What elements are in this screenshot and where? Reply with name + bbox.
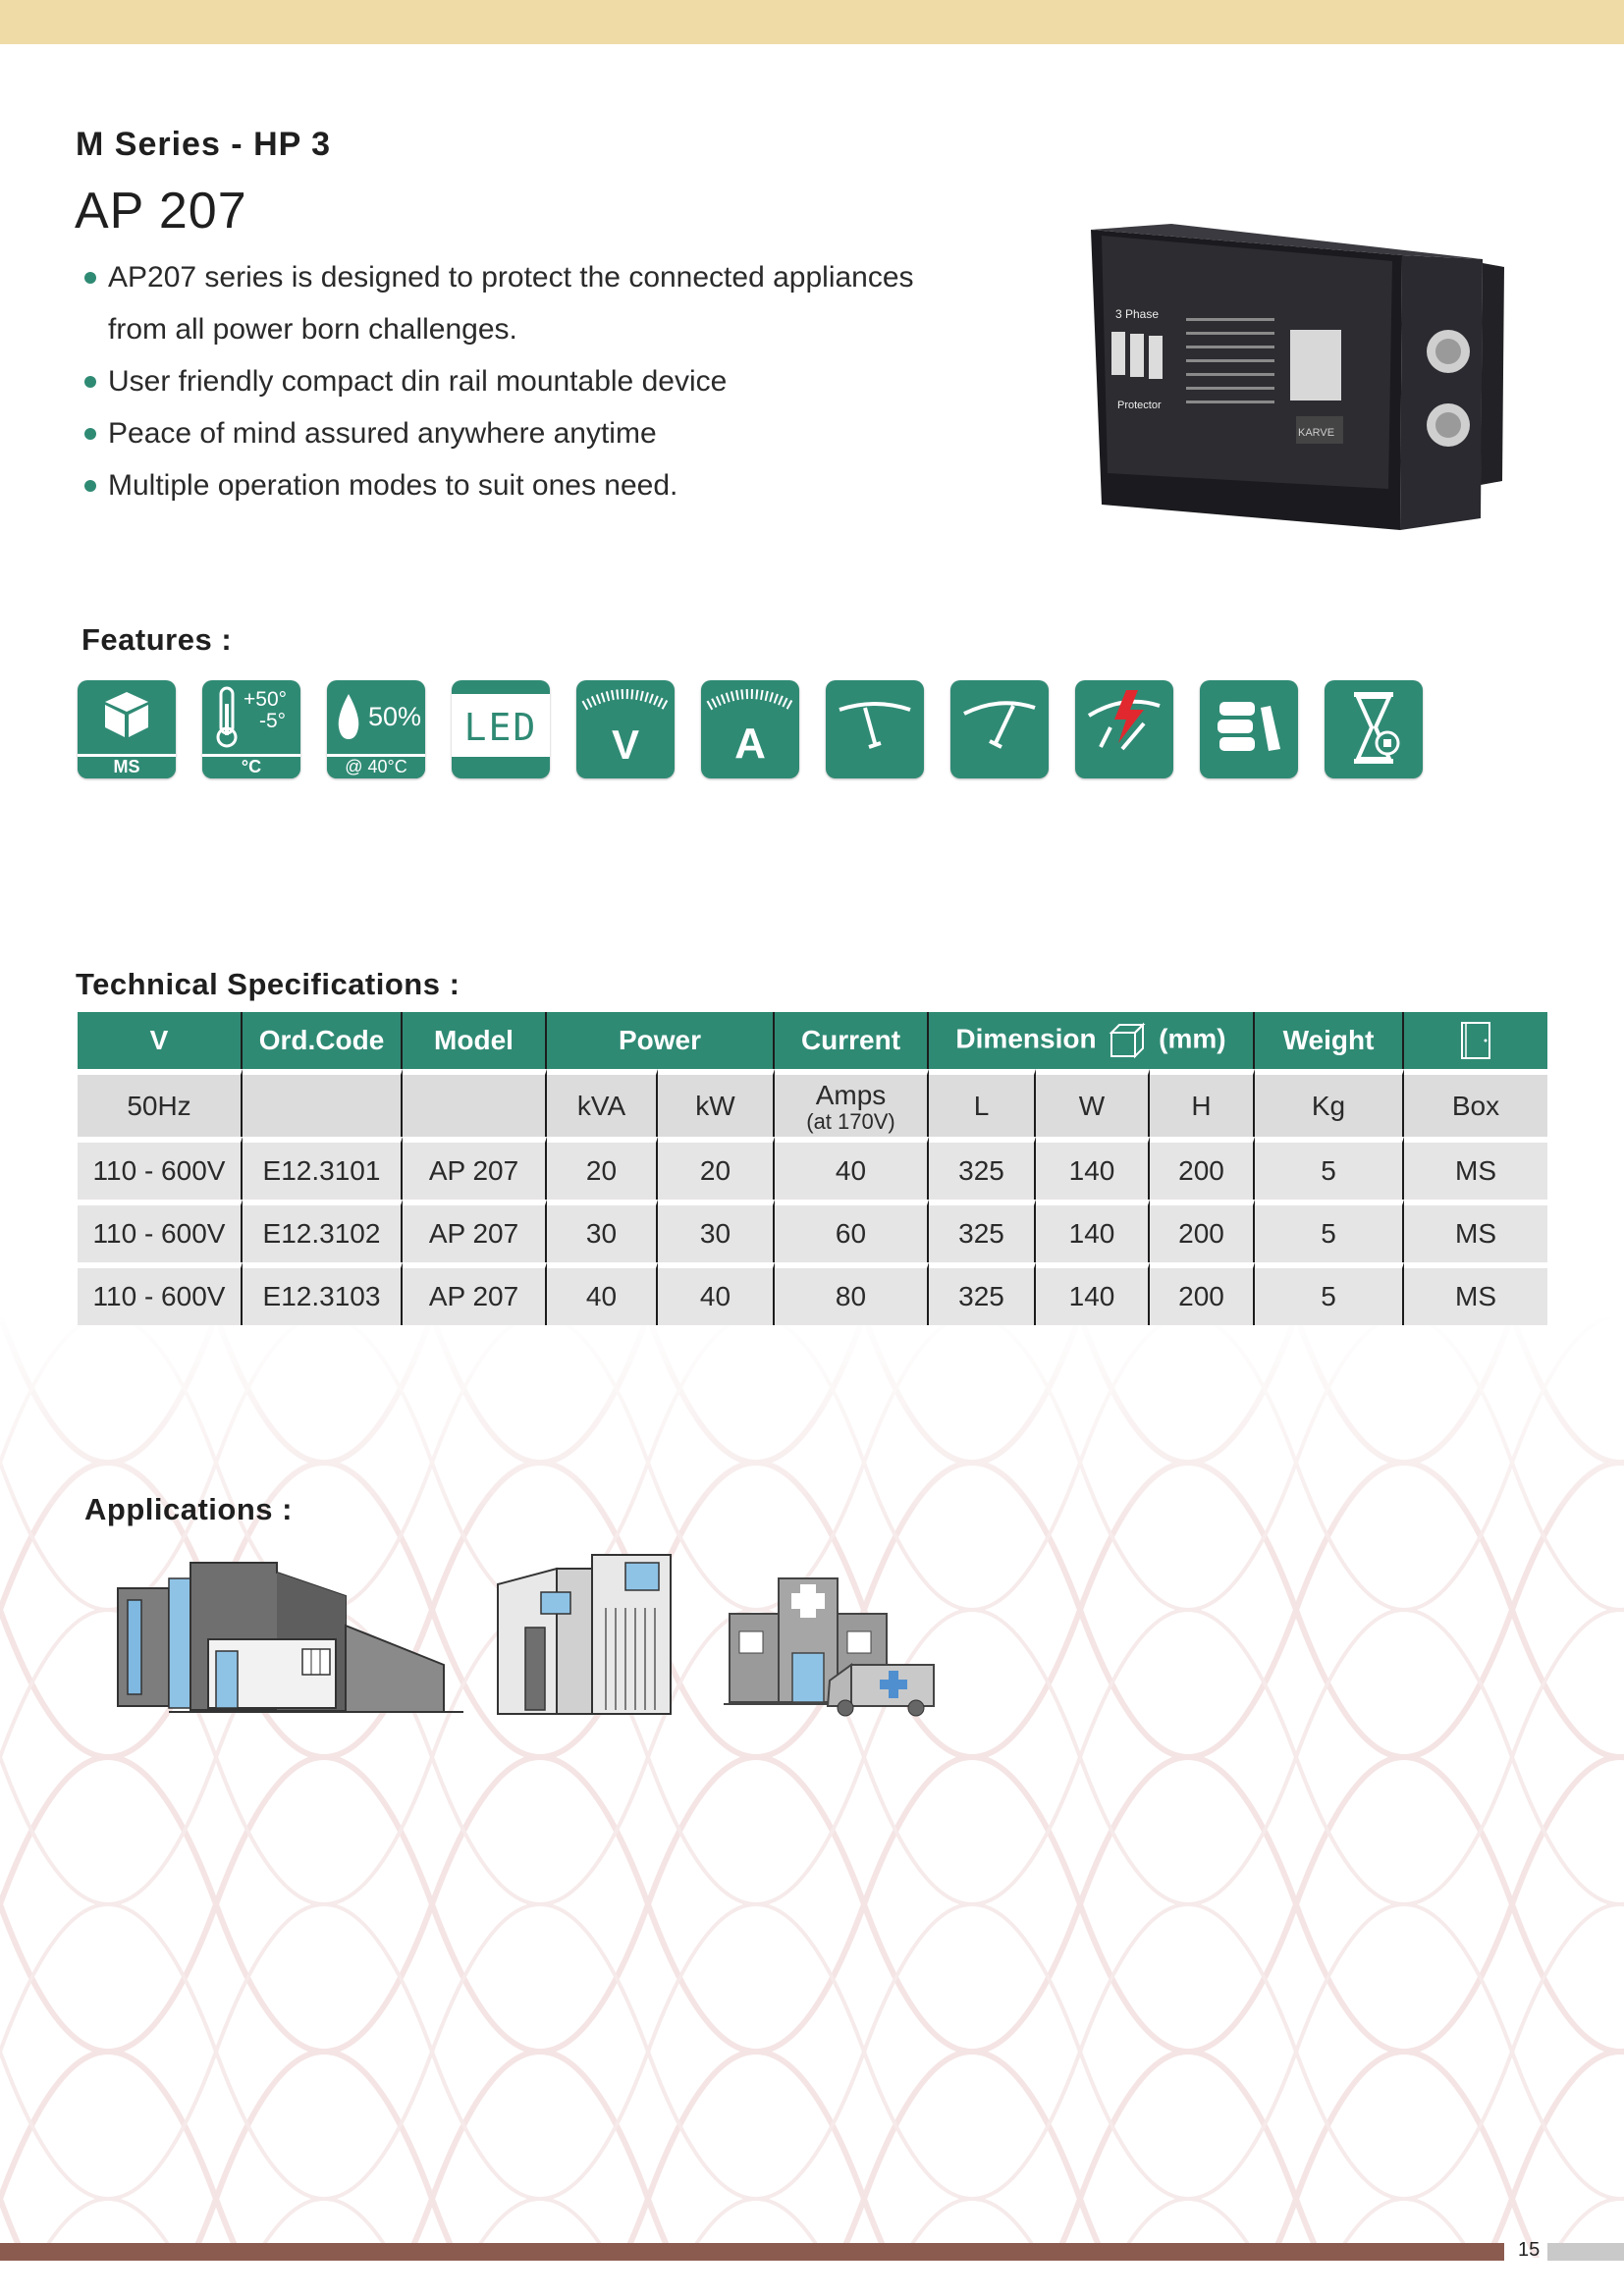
bottom-bar xyxy=(0,2243,1504,2261)
dimension-unit: (mm) xyxy=(1159,1023,1226,1054)
spec-subheader-row xyxy=(78,1069,1547,1137)
cell-w: 140 xyxy=(1036,1262,1150,1325)
cell-kva: 30 xyxy=(547,1200,658,1262)
sub-h: H xyxy=(1150,1069,1255,1137)
cell-l: 325 xyxy=(929,1137,1036,1200)
cell-kva: 40 xyxy=(547,1262,658,1325)
cell-code: E12.3103 xyxy=(243,1262,403,1325)
col-dimension xyxy=(929,1012,1255,1069)
dimension-box-icon xyxy=(1108,1021,1147,1060)
table-row xyxy=(78,1262,1547,1325)
bullet-item: User friendly compact din rail mountable device xyxy=(82,355,966,407)
analog-meter-low-icon xyxy=(826,680,924,778)
col-box xyxy=(1404,1012,1547,1069)
bullet-item: Peace of mind assured anywhere anytime xyxy=(82,407,966,459)
led-label: LED xyxy=(463,706,538,749)
feature-bullets xyxy=(82,251,966,511)
temperature-icon xyxy=(202,680,300,778)
cell-kg: 5 xyxy=(1255,1137,1404,1200)
cell-l: 325 xyxy=(929,1200,1036,1262)
cell-model: AP 207 xyxy=(403,1200,547,1262)
spec-header-row xyxy=(78,1012,1547,1069)
cell-kg: 5 xyxy=(1255,1200,1404,1262)
bullet-item: Multiple operation modes to suit ones need. xyxy=(82,459,966,511)
cell-v: 110 - 600V xyxy=(78,1262,243,1325)
sub-l: L xyxy=(929,1069,1036,1137)
table-row xyxy=(78,1137,1547,1200)
lattice-background xyxy=(0,1315,1624,2258)
cell-code: E12.3101 xyxy=(243,1137,403,1200)
amps-label: Amps xyxy=(815,1079,887,1110)
features-row xyxy=(78,680,1423,778)
humidity-caption: @ 40°C xyxy=(327,754,425,778)
applications-heading: Applications : xyxy=(84,1492,293,1526)
analog-meter-high-icon xyxy=(950,680,1049,778)
sub-kw: kW xyxy=(658,1069,775,1137)
page-tab xyxy=(1547,2243,1624,2261)
cell-kw: 40 xyxy=(658,1262,775,1325)
sub-v: 50Hz xyxy=(78,1069,243,1137)
led-display-icon xyxy=(452,680,550,778)
temp-caption: °C xyxy=(202,754,300,778)
temp-min: -5° xyxy=(259,710,287,732)
bullet-item: AP207 series is designed to protect the connected appliances from all power born challenges. xyxy=(82,251,966,355)
applications-row xyxy=(110,1549,954,1726)
surge-protection-icon xyxy=(1075,680,1173,778)
cell-v: 110 - 600V xyxy=(78,1137,243,1200)
product-brand: KARVE xyxy=(1298,427,1335,439)
sub-kg: Kg xyxy=(1255,1069,1404,1137)
time-delay-icon xyxy=(1325,680,1423,778)
ammeter-icon xyxy=(701,680,799,778)
cell-w: 140 xyxy=(1036,1200,1150,1262)
cell-l: 325 xyxy=(929,1262,1036,1325)
cell-amps: 40 xyxy=(775,1137,929,1200)
col-model: Model xyxy=(403,1012,547,1069)
sub-w: W xyxy=(1036,1069,1150,1137)
industrial-machine-icon xyxy=(498,1555,671,1714)
sub-model xyxy=(403,1069,547,1137)
col-ord-code: Ord.Code xyxy=(243,1012,403,1069)
page-number: 15 xyxy=(1518,2239,1541,2261)
col-power: Power xyxy=(547,1012,775,1069)
cell-model: AP 207 xyxy=(403,1137,547,1200)
product-panel-label: 3 Phase xyxy=(1115,307,1160,321)
humidity-icon xyxy=(327,680,425,778)
top-band xyxy=(0,0,1624,44)
spec-heading: Technical Specifications : xyxy=(76,967,460,1001)
cell-model: AP 207 xyxy=(403,1262,547,1325)
temp-max: +50° xyxy=(244,688,288,711)
commercial-building-icon xyxy=(118,1563,463,1712)
cell-box: MS xyxy=(1404,1137,1547,1200)
sub-kva: kVA xyxy=(547,1069,658,1137)
cell-box: MS xyxy=(1404,1262,1547,1325)
cell-box: MS xyxy=(1404,1200,1547,1262)
ammeter-label: A xyxy=(734,720,766,768)
cell-h: 200 xyxy=(1150,1137,1255,1200)
table-row xyxy=(78,1200,1547,1262)
product-image xyxy=(1088,224,1510,538)
sub-ord-code xyxy=(243,1069,403,1137)
cell-kva: 20 xyxy=(547,1137,658,1200)
cell-h: 200 xyxy=(1150,1200,1255,1262)
series-title: M Series - HP 3 xyxy=(76,126,332,163)
ms-caption: MS xyxy=(78,754,176,778)
cell-kg: 5 xyxy=(1255,1262,1404,1325)
multiple-modes-icon xyxy=(1200,680,1298,778)
features-heading: Features : xyxy=(81,622,233,657)
sub-amps xyxy=(775,1069,929,1137)
col-current: Current xyxy=(775,1012,929,1069)
humidity-value: 50% xyxy=(368,702,422,731)
cell-code: E12.3102 xyxy=(243,1200,403,1262)
col-v: V xyxy=(78,1012,243,1069)
cell-amps: 60 xyxy=(775,1200,929,1262)
voltmeter-label: V xyxy=(611,721,639,768)
cell-amps: 80 xyxy=(775,1262,929,1325)
product-panel-sub: Protector xyxy=(1117,400,1162,411)
cell-kw: 20 xyxy=(658,1137,775,1200)
cell-h: 200 xyxy=(1150,1262,1255,1325)
model-title: AP 207 xyxy=(75,183,247,240)
amps-note: (at 170V) xyxy=(806,1108,895,1134)
voltmeter-icon xyxy=(576,680,675,778)
cell-kw: 30 xyxy=(658,1200,775,1262)
cell-v: 110 - 600V xyxy=(78,1200,243,1262)
hospital-icon xyxy=(724,1578,934,1716)
cell-w: 140 xyxy=(1036,1137,1150,1200)
spec-table xyxy=(78,1012,1547,1325)
dimension-label: Dimension xyxy=(955,1023,1097,1054)
ms-enclosure-icon xyxy=(78,680,176,778)
col-weight: Weight xyxy=(1255,1012,1404,1069)
sub-box: Box xyxy=(1404,1069,1547,1137)
box-icon xyxy=(1454,1019,1497,1062)
